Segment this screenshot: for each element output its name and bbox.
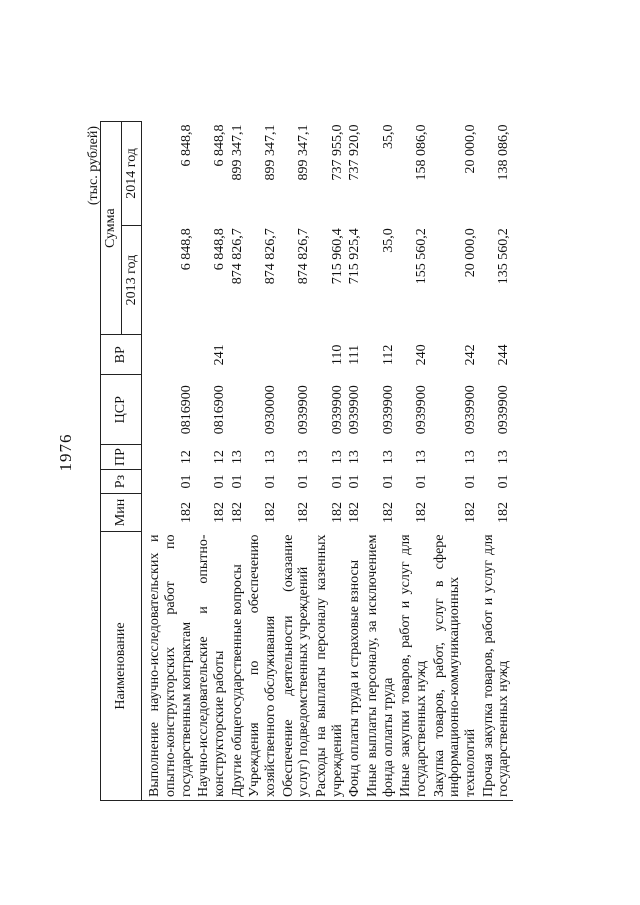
cell-vr: 242 [463, 344, 479, 366]
cell-rz: 01 [380, 474, 396, 489]
cell-rz: 01 [263, 474, 279, 489]
header-csr: ЦСР [101, 375, 142, 445]
cell-name: Расходы на выплаты персоналу казенных учреждений [313, 531, 346, 800]
cell-min: 182 [263, 502, 279, 523]
cell-sum-2014: 138 086,0 [496, 124, 512, 181]
table-row [480, 122, 513, 801]
header-sum: Сумма [101, 122, 122, 335]
cell-sum-2013: 6 848,8 [212, 228, 228, 271]
table-row [397, 122, 430, 801]
cell-rz: 01 [496, 474, 512, 489]
cell-name: Закупка товаров, работ, услуг в сфере информационно-коммуникационных технологий [431, 531, 480, 800]
cell-csr: 0939900 [380, 385, 396, 435]
cell-rz: 01 [212, 474, 228, 489]
cell-sum-2014: 899 347,1 [263, 124, 279, 181]
cell-sum-2013: 6 848,8 [178, 228, 194, 271]
cell-csr: 0930000 [263, 385, 279, 435]
cell-csr: 0939900 [296, 385, 312, 435]
cell-min: 182 [329, 502, 345, 523]
cell-name: Иные выплаты персоналу, за исключением фонда оплаты труда [364, 531, 397, 800]
table-row [142, 122, 196, 801]
units-label: (тыс. рублей) [86, 126, 101, 206]
cell-sum-2014: 35,0 [380, 124, 396, 149]
cell-min: 182 [229, 502, 245, 523]
cell-vr [246, 335, 279, 375]
cell-sum-2014: 158 086,0 [414, 124, 430, 181]
cell-sum-2013: 155 560,2 [414, 228, 430, 285]
cell-csr: 0939900 [414, 385, 430, 435]
cell-rz: 01 [229, 474, 245, 489]
table-header [101, 122, 142, 801]
cell-sum-2014: 737 955,0 [329, 124, 345, 181]
cell-rz: 01 [296, 474, 312, 489]
cell-name: Фонд оплаты труда и страховые взносы [346, 531, 364, 800]
cell-name: Прочая закупка товаров, работ и услуг для государственных нужд [480, 531, 513, 800]
cell-sum-2013: 715 925,4 [347, 228, 363, 285]
cell-vr: 240 [414, 344, 430, 366]
cell-min: 182 [178, 502, 194, 523]
cell-csr: 0939900 [496, 385, 512, 435]
cell-csr: 0939900 [347, 385, 363, 435]
table-row [280, 122, 313, 801]
cell-min: 182 [296, 502, 312, 523]
cell-rz: 01 [178, 474, 194, 489]
cell-vr [229, 335, 247, 375]
budget-table [100, 121, 513, 801]
cell-pr: 12 [178, 450, 194, 465]
cell-rz: 01 [463, 474, 479, 489]
cell-rz: 01 [347, 474, 363, 489]
cell-vr [142, 335, 196, 375]
table-row [313, 122, 346, 801]
cell-pr: 13 [229, 450, 245, 465]
cell-pr: 13 [263, 450, 279, 465]
cell-min: 182 [463, 502, 479, 523]
header-rz: Рз [101, 470, 142, 494]
cell-vr [280, 335, 313, 375]
cell-sum-2013: 35,0 [380, 228, 396, 253]
cell-pr: 13 [463, 450, 479, 465]
cell-sum-2013: 715 960,4 [329, 228, 345, 285]
cell-csr: 0816900 [178, 385, 194, 435]
cell-vr: 111 [347, 344, 363, 365]
header-vr: ВР [101, 335, 142, 375]
table-row [431, 122, 480, 801]
cell-sum-2014: 6 848,8 [178, 124, 194, 167]
table-row [346, 122, 364, 801]
header-year-2013: 2013 год [121, 225, 142, 335]
page-number: 1976 [56, 433, 75, 472]
cell-sum-2013: 874 826,7 [229, 228, 245, 285]
cell-vr: 244 [496, 344, 512, 366]
cell-rz: 01 [329, 474, 345, 489]
cell-sum-2013: 135 560,2 [496, 228, 512, 285]
cell-sum-2013: 874 826,7 [296, 228, 312, 285]
cell-min: 182 [347, 502, 363, 523]
cell-pr: 13 [329, 450, 345, 465]
cell-name: Выполнение научно-исследовательских и опытно-конструкторских работ по государственным контрактам [142, 531, 196, 800]
cell-sum-2014: 737 920,0 [347, 124, 363, 181]
cell-pr: 13 [347, 450, 363, 465]
cell-pr: 13 [414, 450, 430, 465]
cell-sum-2014: 6 848,8 [212, 124, 228, 167]
cell-sum-2013: 20 000,0 [463, 228, 479, 278]
cell-pr: 12 [212, 450, 228, 465]
cell-csr: 0816900 [212, 385, 228, 435]
table-row [229, 122, 247, 801]
cell-pr: 13 [380, 450, 396, 465]
cell-min: 182 [496, 502, 512, 523]
cell-min: 182 [414, 502, 430, 523]
header-year-2014: 2014 год [121, 122, 142, 226]
cell-csr: 0939900 [463, 385, 479, 435]
table-row [195, 122, 228, 801]
cell-csr [229, 375, 247, 445]
cell-csr: 0939900 [329, 385, 345, 435]
cell-sum-2014: 899 347,1 [229, 124, 245, 181]
cell-vr: 110 [329, 344, 345, 366]
header-name: Наименование [101, 531, 142, 800]
cell-rz: 01 [414, 474, 430, 489]
header-pr: ПР [101, 445, 142, 470]
cell-sum-2013: 874 826,7 [263, 228, 279, 285]
cell-vr: 241 [212, 344, 228, 366]
cell-name: Другие общегосударственные вопросы [229, 531, 247, 800]
cell-sum-2014: 20 000,0 [463, 124, 479, 174]
table-body [142, 122, 513, 801]
cell-name: Обеспечение деятельности (оказание услуг) подведомственных учреждений [280, 531, 313, 800]
header-min: Мин [101, 494, 142, 532]
cell-min: 182 [212, 502, 228, 523]
cell-name: Научно-исследовательские и опытно-конструкторские работы [195, 531, 228, 800]
table-row [246, 122, 279, 801]
cell-name: Учреждения по обеспечению хозяйственного обслуживания [246, 531, 279, 800]
cell-vr: 112 [380, 344, 396, 366]
cell-pr: 13 [496, 450, 512, 465]
cell-name: Иные закупки товаров, работ и услуг для государственных нужд [397, 531, 430, 800]
cell-pr: 13 [296, 450, 312, 465]
cell-sum-2014: 899 347,1 [296, 124, 312, 181]
cell-min: 182 [380, 502, 396, 523]
table-row [364, 122, 397, 801]
